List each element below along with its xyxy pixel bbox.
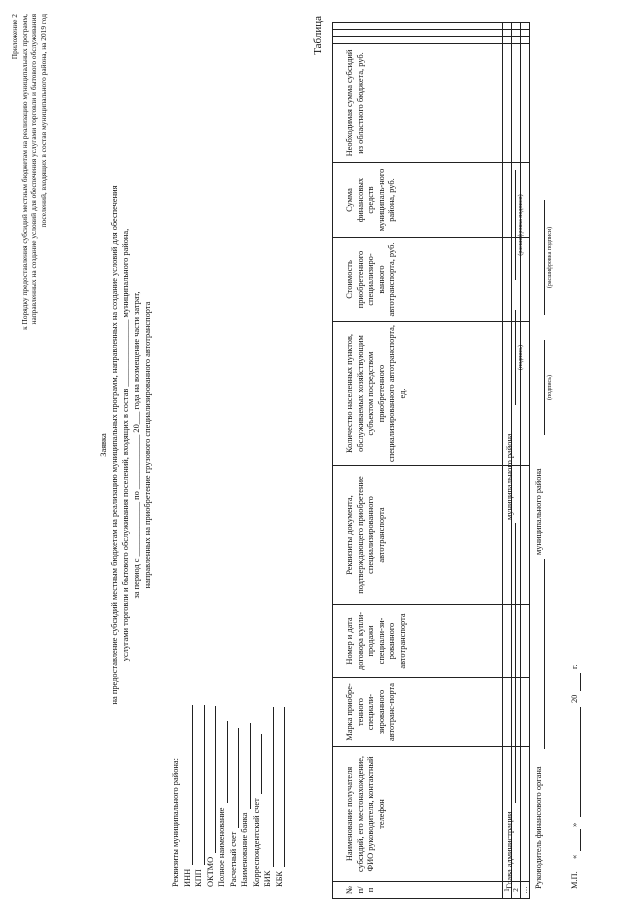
fill-line bbox=[544, 559, 545, 749]
col-header-municipal-sum: Сумма финансовых средств муниципаль-ного района, руб. bbox=[333, 163, 503, 238]
application-line: на предоставление субсидий местным бюджетам на реализацию муниципальных программ, направленных на создание условий для обеспечения bbox=[110, 185, 120, 705]
signature-hint: (подпись) bbox=[518, 345, 524, 370]
requisites-block bbox=[170, 705, 285, 887]
extra-empty-col bbox=[333, 23, 503, 30]
mp-label: М.П. bbox=[570, 871, 579, 889]
fill-line bbox=[264, 707, 274, 867]
col-header-settlements: Количество населенных пунктов, обслуживаемых хозяйствующим субъектом посредством приобретенного специализированного автотранспорта, ед. bbox=[333, 322, 503, 466]
requisites-heading: Реквизиты муниципального района: bbox=[171, 758, 180, 887]
col-header-contract: Номер и дата договора купли-продажи специали-зи-рованного автотранспорта bbox=[333, 605, 503, 678]
requisite-label: КБК bbox=[274, 871, 284, 887]
requisite-label: КПП bbox=[194, 869, 204, 887]
requisite-row bbox=[205, 705, 217, 887]
fill-line bbox=[241, 723, 251, 809]
row-number: 2 bbox=[512, 882, 521, 899]
fill-line bbox=[515, 523, 516, 803]
month-line bbox=[580, 707, 581, 817]
application-line: за период с _____________ по _____________ 20___ года на возмещение части затрат, bbox=[132, 291, 142, 599]
requisite-row bbox=[239, 705, 251, 887]
requisite-row bbox=[228, 705, 240, 887]
fill-line bbox=[183, 705, 193, 865]
finance-district: муниципального района bbox=[534, 468, 543, 555]
year-suffix: г. bbox=[570, 664, 579, 669]
application-title: Заявка bbox=[99, 433, 108, 457]
application-header bbox=[98, 135, 153, 755]
requisite-label: Полное наименование bbox=[217, 807, 227, 887]
requisite-label: ОКТМО bbox=[205, 856, 215, 887]
year-line bbox=[580, 673, 581, 691]
signature-block bbox=[500, 0, 640, 905]
fill-line bbox=[218, 722, 228, 804]
requisite-row bbox=[216, 705, 228, 887]
appendix-header bbox=[10, 14, 49, 330]
fill-line bbox=[195, 705, 205, 865]
col-header-document: Реквизиты документа, подтверждающего приобретение специализированного автотранспорта bbox=[333, 466, 503, 605]
row-number: 1 bbox=[503, 882, 512, 899]
col-header-subsidy-sum: Необходимая сумма субсидий из областного бюджета, руб. bbox=[333, 44, 503, 163]
decoding-line bbox=[515, 170, 516, 280]
day-line bbox=[580, 829, 581, 851]
signature-line bbox=[515, 310, 516, 405]
finance-label: Руководитель финансового органа bbox=[534, 766, 543, 889]
col-header-recipient: Наименование получателя субсидий, его местонахождение, ФИО руководителя, контактный телефон bbox=[333, 747, 503, 882]
date-close-quote: » bbox=[570, 822, 579, 827]
requisite-label: Корреспондентский счет bbox=[251, 798, 261, 887]
signature-hint: (подпись) bbox=[547, 375, 553, 400]
fill-line bbox=[275, 707, 285, 867]
requisite-label: БИК bbox=[263, 870, 273, 887]
date-open-quote: « bbox=[570, 854, 579, 859]
requisite-row bbox=[182, 705, 194, 887]
appendix-title: Приложение 2 bbox=[10, 14, 19, 60]
extra-empty-col bbox=[333, 37, 503, 44]
decoding-hint: (расшифровка подписи) bbox=[518, 194, 524, 256]
row-number: … bbox=[521, 882, 530, 899]
col-header-cost: Стоимость приобретенного специализиро-ванного автотранспорта, руб. bbox=[333, 238, 503, 322]
head-district: муниципального района bbox=[505, 433, 514, 520]
decoding-hint: (расшифровка подписи) bbox=[547, 226, 553, 289]
application-line: услугами торговли и бытового обслуживания поселений, входящих в состав ________________ муниципального района, bbox=[121, 228, 131, 662]
requisite-row bbox=[274, 705, 286, 887]
head-label: Глава администрации bbox=[505, 811, 514, 889]
fill-line bbox=[206, 706, 216, 853]
appendix-line: направленных на создание условий для обеспечения услугами торговли и бытового обслуживания bbox=[29, 14, 39, 325]
col-header-brand: Марка приобре-тенного специали-зированного автотранс-порта bbox=[333, 678, 503, 747]
fill-line bbox=[229, 728, 239, 828]
table-header-row bbox=[333, 23, 503, 899]
table-caption: Таблица bbox=[312, 16, 324, 55]
decoding-line bbox=[544, 200, 545, 315]
requisite-label: Наименование банка bbox=[240, 812, 250, 887]
col-header-number: № п/п bbox=[333, 882, 503, 899]
requisite-label: ИНН bbox=[182, 868, 192, 887]
requisite-label: Расчетный счет bbox=[228, 831, 238, 887]
year-prefix: 20 bbox=[570, 694, 579, 703]
signature-line bbox=[544, 340, 545, 435]
requisite-row bbox=[262, 705, 274, 887]
requisite-row bbox=[193, 705, 205, 887]
requisite-row bbox=[251, 705, 263, 887]
extra-empty-col bbox=[333, 30, 503, 37]
appendix-line: к Порядку предоставления субсидий местным бюджетам на реализацию муниципальных программ, bbox=[19, 14, 29, 330]
application-line: направленных на приобретение грузового специализированного автотранспорта bbox=[143, 301, 153, 589]
appendix-line: поселений, входящих в состав муниципального района, на 2019 год bbox=[38, 14, 48, 228]
fill-line bbox=[252, 734, 262, 794]
